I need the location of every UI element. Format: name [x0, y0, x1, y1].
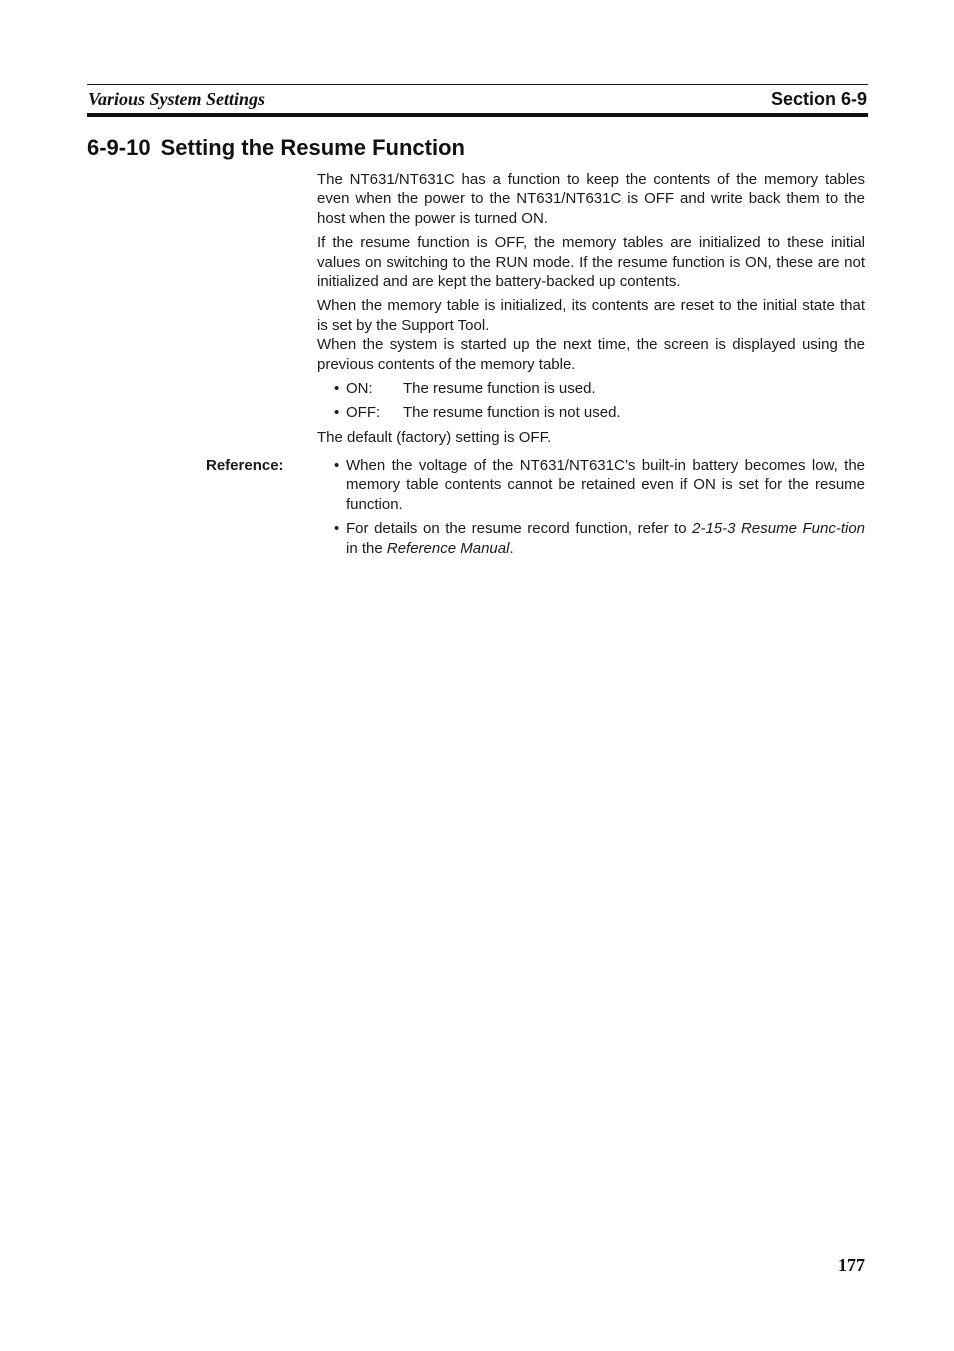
option-description: The resume function is not used.: [403, 404, 621, 422]
option-key: ON:: [346, 380, 373, 398]
bullet-mark: •: [334, 457, 340, 474]
reference-item-text: When the voltage of the NT631/NT631C’s built-in battery becomes low, the memory table contents cannot be retained even if ON is set for the resume function.: [346, 457, 865, 513]
reference-item-suffix: .: [509, 539, 514, 557]
header-bottom-rule: [87, 113, 868, 117]
option-key: OFF:: [346, 404, 381, 422]
paragraph-intro: The NT631/NT631C has a function to keep the contents of the memory tables even when the power to the NT631/NT631C is OFF and write back them to the host when the power is turned ON.: [317, 171, 865, 227]
section-number: 6-9-10: [87, 135, 151, 160]
option-on: [317, 379, 865, 398]
reference-list: [317, 456, 865, 563]
page-number: 177: [838, 1255, 865, 1275]
bullet-mark: •: [334, 380, 340, 398]
paragraph-initialized: When the memory table is initialized, its contents are reset to the initial state that is set by the Support Tool.: [317, 297, 865, 334]
option-description: The resume function is used.: [403, 380, 596, 398]
section-heading: [87, 135, 465, 161]
bullet-mark: •: [334, 520, 340, 538]
running-header-title: Various System Settings: [88, 89, 266, 109]
reference-item-prefix: For details on the resume record function, refer to: [346, 520, 693, 538]
manual-title: Reference Manual: [386, 539, 510, 557]
reference-item-battery: [317, 456, 865, 514]
bullet-mark: •: [334, 404, 340, 422]
default-setting-note: The default (factory) setting is OFF.: [317, 428, 552, 446]
section-title: Setting the Resume Function: [160, 135, 465, 160]
running-header-section: Section 6-9: [770, 89, 867, 109]
paragraph-resume-off: If the resume function is OFF, the memory tables are initialized to these initial values on switching to the RUN mode. If the resume function is ON, these are not initialized and are kept the battery-backed up contents.: [317, 234, 865, 291]
reference-item-mid: in the: [346, 539, 387, 557]
paragraph-startup: When the system is started up the next time, the screen is displayed using the previous contents of the memory table.: [317, 336, 865, 373]
body-text: [317, 170, 865, 452]
cross-reference-link[interactable]: 2-15-3 Resume Func-tion: [692, 520, 866, 538]
header-top-rule: [87, 84, 868, 85]
reference-item-details: [317, 519, 865, 558]
reference-label: Reference:: [206, 457, 284, 474]
option-off: [317, 403, 865, 422]
